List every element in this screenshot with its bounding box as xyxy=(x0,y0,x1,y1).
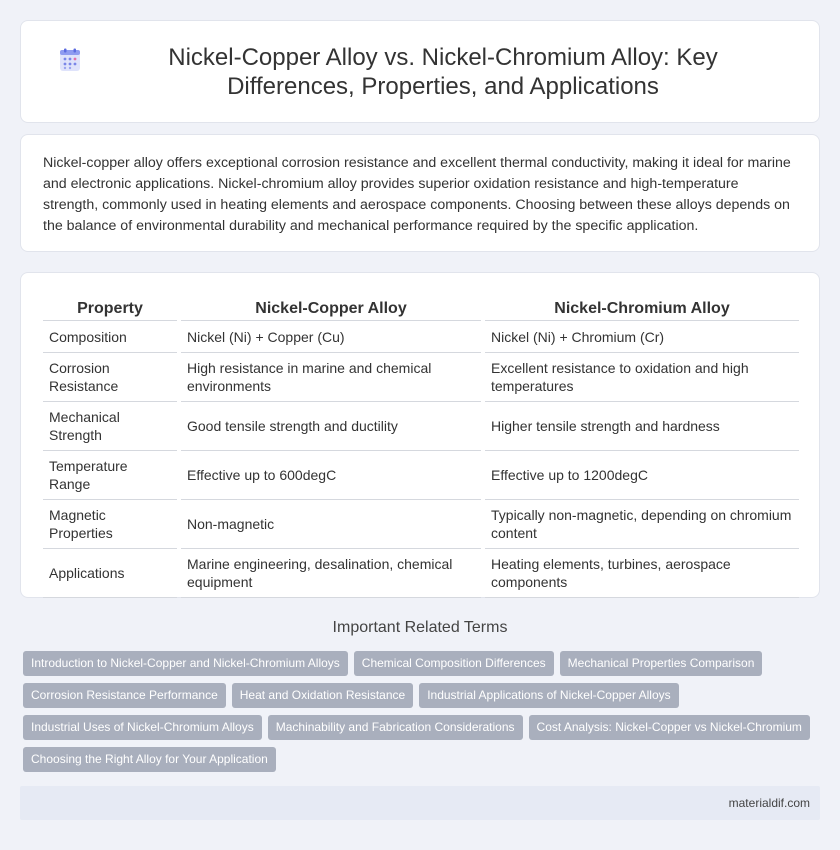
table-cell-nickel-chromium: Excellent resistance to oxidation and high temperatures xyxy=(485,353,799,402)
table-row xyxy=(43,549,799,598)
column-header-nickel-chromium: Nickel-Chromium Alloy xyxy=(485,295,799,321)
header-card xyxy=(20,20,820,123)
related-term-tag[interactable]: Industrial Uses of Nickel-Chromium Alloys xyxy=(23,715,262,740)
table-row xyxy=(43,500,799,549)
column-header-nickel-copper: Nickel-Copper Alloy xyxy=(181,295,481,321)
related-term-tag[interactable]: Choosing the Right Alloy for Your Application xyxy=(23,747,276,772)
table-row xyxy=(43,321,799,353)
related-term-tag[interactable]: Introduction to Nickel-Copper and Nickel-Chromium Alloys xyxy=(23,651,348,676)
table-cell-nickel-chromium: Heating elements, turbines, aerospace components xyxy=(485,549,799,598)
comparison-table-card xyxy=(20,272,820,598)
table-cell-property: Composition xyxy=(43,321,177,353)
table-cell-nickel-copper: Good tensile strength and ductility xyxy=(181,402,481,451)
table-row xyxy=(43,353,799,402)
table-cell-property: Temperature Range xyxy=(43,451,177,500)
table-cell-nickel-copper: High resistance in marine and chemical environments xyxy=(181,353,481,402)
related-term-tag[interactable]: Mechanical Properties Comparison xyxy=(560,651,763,676)
page-title: Nickel-Copper Alloy vs. Nickel-Chromium Alloy: Key Differences, Properties, and Applications xyxy=(168,43,718,100)
footer xyxy=(20,786,820,820)
table-cell-property: Magnetic Properties xyxy=(43,500,177,549)
related-terms-heading: Important Related Terms xyxy=(332,619,508,636)
table-header-row xyxy=(43,295,799,321)
document-list-icon xyxy=(57,47,83,73)
table-cell-nickel-copper: Marine engineering, desalination, chemical equipment xyxy=(181,549,481,598)
related-term-tag[interactable]: Chemical Composition Differences xyxy=(354,651,554,676)
table-cell-nickel-chromium: Effective up to 1200degC xyxy=(485,451,799,500)
table-cell-property: Corrosion Resistance xyxy=(43,353,177,402)
table-cell-property: Mechanical Strength xyxy=(43,402,177,451)
table-row xyxy=(43,402,799,451)
related-term-tag[interactable]: Machinability and Fabrication Considerations xyxy=(268,715,523,740)
table-cell-nickel-chromium: Typically non-magnetic, depending on chromium content xyxy=(485,500,799,549)
table-row xyxy=(43,451,799,500)
column-header-property: Property xyxy=(43,295,177,321)
intro-text: Nickel-copper alloy offers exceptional corrosion resistance and excellent thermal conductivity, making it ideal for marine and electronic applications. Nickel-chromium alloy provides superior oxidation resistance and high-temperature strength, commonly used in heating elements and aerospace components. Choosing between these alloys depends on the balance of environmental durability and mechanical performance required by the specific application. xyxy=(43,155,791,234)
related-term-tag[interactable]: Heat and Oxidation Resistance xyxy=(232,683,413,708)
table-cell-nickel-copper: Nickel (Ni) + Copper (Cu) xyxy=(181,321,481,353)
related-term-tag[interactable]: Industrial Applications of Nickel-Copper Alloys xyxy=(419,683,678,708)
table-cell-nickel-copper: Effective up to 600degC xyxy=(181,451,481,500)
table-cell-property: Applications xyxy=(43,549,177,598)
table-cell-nickel-chromium: Nickel (Ni) + Chromium (Cr) xyxy=(485,321,799,353)
table-cell-nickel-chromium: Higher tensile strength and hardness xyxy=(485,402,799,451)
footer-site-link[interactable]: materialdif.com xyxy=(728,796,810,810)
related-terms-list xyxy=(23,651,823,779)
comparison-table xyxy=(43,295,799,598)
table-cell-nickel-copper: Non-magnetic xyxy=(181,500,481,549)
related-term-tag[interactable]: Cost Analysis: Nickel-Copper vs Nickel-Chromium xyxy=(529,715,810,740)
intro-card xyxy=(20,134,820,252)
related-term-tag[interactable]: Corrosion Resistance Performance xyxy=(23,683,226,708)
